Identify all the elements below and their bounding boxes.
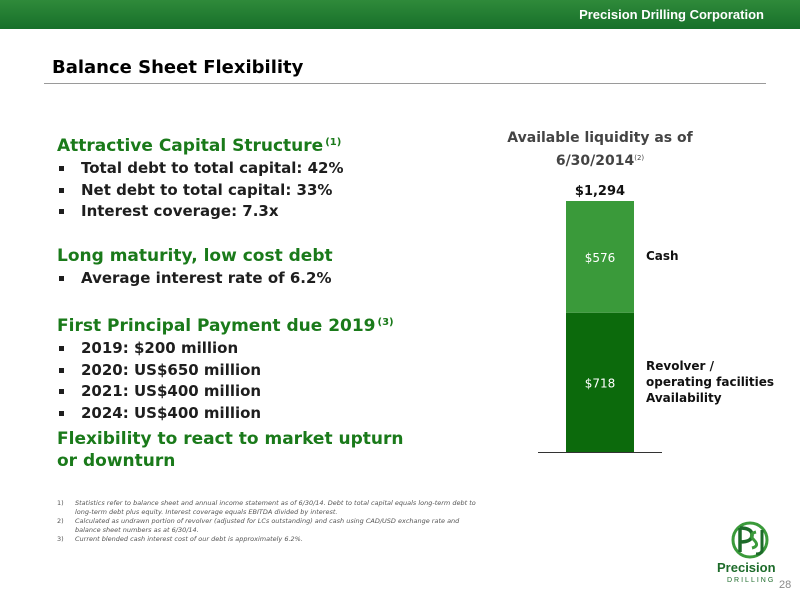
footnote-number: 1): [57, 499, 64, 507]
footnote-item: [57, 517, 477, 535]
heading-text: First Principal Payment due 2019: [57, 316, 376, 336]
chart-title-line-1: Available liquidity as of: [507, 130, 693, 146]
legend-label-cash: Cash: [646, 249, 679, 263]
page-title: Balance Sheet Flexibility: [52, 57, 304, 78]
logo-subtitle: DRILLING: [727, 577, 776, 584]
heading-text: Long maturity, low cost debt: [57, 245, 333, 266]
section-principal-payment: [57, 312, 457, 424]
chart-title-line-2: 6/30/2014: [555, 153, 635, 169]
heading-text: Attractive Capital Structure: [57, 136, 324, 156]
bullet-text: Total debt to total capital: 42%: [81, 159, 344, 177]
section-maturity: [57, 246, 457, 290]
footnote-ref: (1): [325, 137, 342, 148]
bullet-text: 2024: US$400 million: [81, 403, 262, 422]
footnote-item: [57, 499, 477, 517]
footnotes: [57, 499, 477, 544]
list-item: [57, 201, 457, 223]
bullet-text: 2019: $200 million: [81, 339, 239, 357]
chart-title: [500, 128, 700, 171]
footnote-ref: (3): [377, 317, 394, 328]
top-banner: [0, 0, 800, 29]
bullet-text: 2021: US$400 million: [81, 382, 262, 400]
bullet-icon: [59, 166, 64, 171]
bullet-icon: [59, 276, 64, 281]
section-flexibility-heading: [57, 428, 457, 472]
company-name: Precision Drilling Corporation: [579, 7, 764, 22]
bullet-text: Net debt to total capital: 33%: [81, 180, 333, 199]
list-item: [57, 180, 457, 202]
liquidity-chart: [530, 175, 670, 460]
bullet-icon: [59, 209, 64, 214]
bullet-icon: [59, 368, 64, 373]
logo-mark-icon: [716, 520, 780, 560]
bullet-icon: [59, 346, 64, 351]
bullet-icon: [59, 411, 64, 416]
bar-value-label-cash: $576: [584, 250, 616, 265]
heading-line-2: or downturn: [57, 451, 176, 471]
section-heading: [57, 312, 457, 337]
footnote-text: Current blended cash interest cost of our debt is approximately 6.2%.: [75, 535, 303, 543]
content-area: [57, 132, 457, 472]
list-item: [57, 381, 457, 403]
footnote-text: Calculated as undrawn portion of revolver (adjusted for LCs outstanding) and cash using CAD/USD exchange rate and balance sheet numbers as at 6/30/14.: [75, 517, 460, 534]
list-item: [57, 338, 457, 360]
footnote-item: [57, 535, 477, 544]
title-divider: [44, 83, 766, 84]
footnote-number: 2): [57, 517, 64, 525]
bar-value-label-revolver: $718: [584, 376, 616, 391]
section-heading: [57, 132, 457, 157]
footnote-number: 3): [57, 535, 64, 543]
list-item: [57, 268, 457, 290]
section-capital-structure: [57, 132, 457, 223]
bullet-icon: [59, 188, 64, 193]
heading-line-1: Flexibility to react to market upturn: [57, 429, 404, 449]
bullet-icon: [59, 389, 64, 394]
list-item: [57, 158, 457, 180]
bullet-text: Average interest rate of 6.2%: [81, 268, 332, 287]
chart-title-note: (2): [634, 154, 645, 162]
logo-word: Precision: [717, 560, 776, 575]
page-number: 28: [779, 579, 792, 591]
footnote-text: Statistics refer to balance sheet and annual income statement as of 6/30/14. Debt to total capital equals long-term debt to long-term debt plus equity. Interest coverage equals EBITDA divided by interest.: [75, 499, 476, 516]
bullet-text: 2020: US$650 million: [81, 360, 262, 379]
list-item: [57, 360, 457, 382]
section-heading: [57, 246, 457, 267]
bar-total-label: $1,294: [574, 184, 626, 199]
legend-label-revolver: Revolver / operating facilities Availability: [646, 359, 775, 405]
list-item: [57, 403, 457, 425]
bullet-text: Interest coverage: 7.3x: [81, 202, 279, 220]
